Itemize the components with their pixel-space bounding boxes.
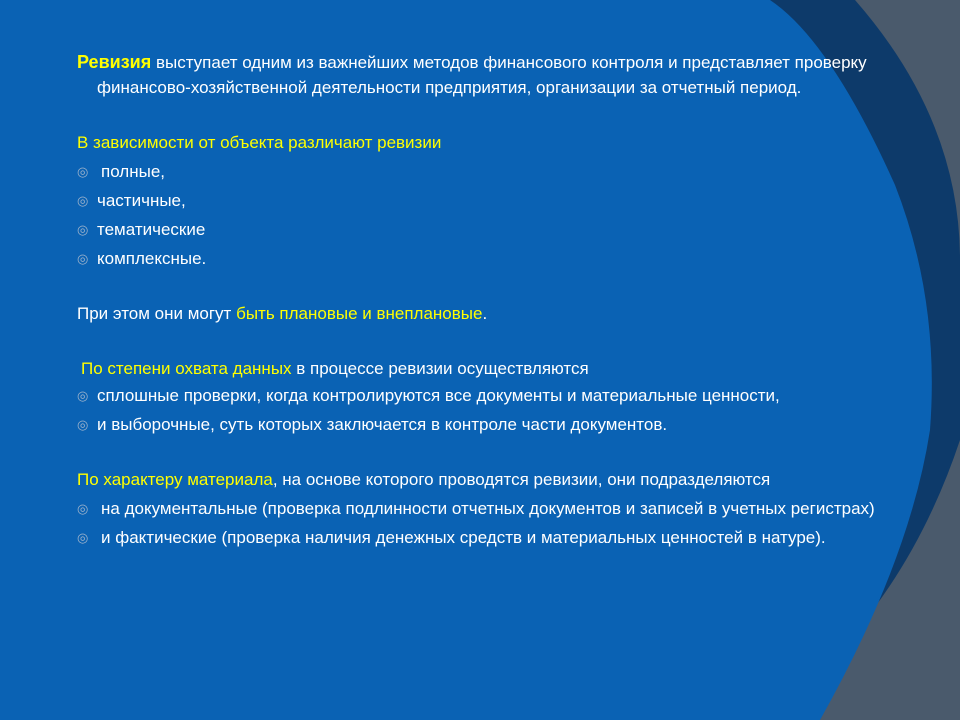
bullet-icon: ◎	[77, 501, 89, 516]
list-item: ◎ и фактические (проверка наличия денежных средств и материальных ценностей в натуре).	[77, 525, 917, 550]
planned-unplanned: быть плановые и внеплановые	[236, 304, 483, 323]
bullet-icon: ◎	[77, 251, 89, 266]
bullet-icon: ◎	[77, 388, 89, 403]
bullet-icon: ◎	[77, 222, 89, 237]
bullet-icon: ◎	[77, 530, 89, 545]
list-item: ◎ частичные,	[77, 188, 917, 213]
list-item: ◎ полные,	[77, 159, 917, 184]
slide-content	[77, 50, 917, 550]
list-item: ◎ на документальные (проверка подлинности отчетных документов и записей в учетных регистрах)	[77, 496, 917, 521]
bullet-icon: ◎	[77, 164, 89, 179]
list-item: ◎ сплошные проверки, когда контролируются все документы и материальные ценности,	[77, 383, 917, 408]
term-revision: Ревизия	[77, 52, 152, 72]
bullet-icon: ◎	[77, 417, 89, 432]
list-item: ◎ и выборочные, суть которых заключается в контроле части документов.	[77, 412, 917, 437]
section4-heading: По характеру материала, на основе которого проводятся ревизии, они подразделяются	[77, 470, 771, 489]
intro-text: выступает одним из важнейших методов финансового контроля и представляет проверку финансово-хозяйственной деятельности предприятия, организации за отчетный период.	[97, 53, 867, 97]
list-item: ◎ комплексные.	[77, 246, 917, 271]
section2-paragraph: При этом они могут быть плановые и внеплановые.	[77, 304, 488, 323]
section1-heading: В зависимости от объекта различают ревизии	[77, 133, 442, 152]
section3-heading: По степени охвата данных в процессе ревизии осуществляются	[81, 359, 589, 378]
bullet-icon: ◎	[77, 193, 89, 208]
intro-paragraph	[77, 50, 917, 100]
list-item: ◎ тематические	[77, 217, 917, 242]
